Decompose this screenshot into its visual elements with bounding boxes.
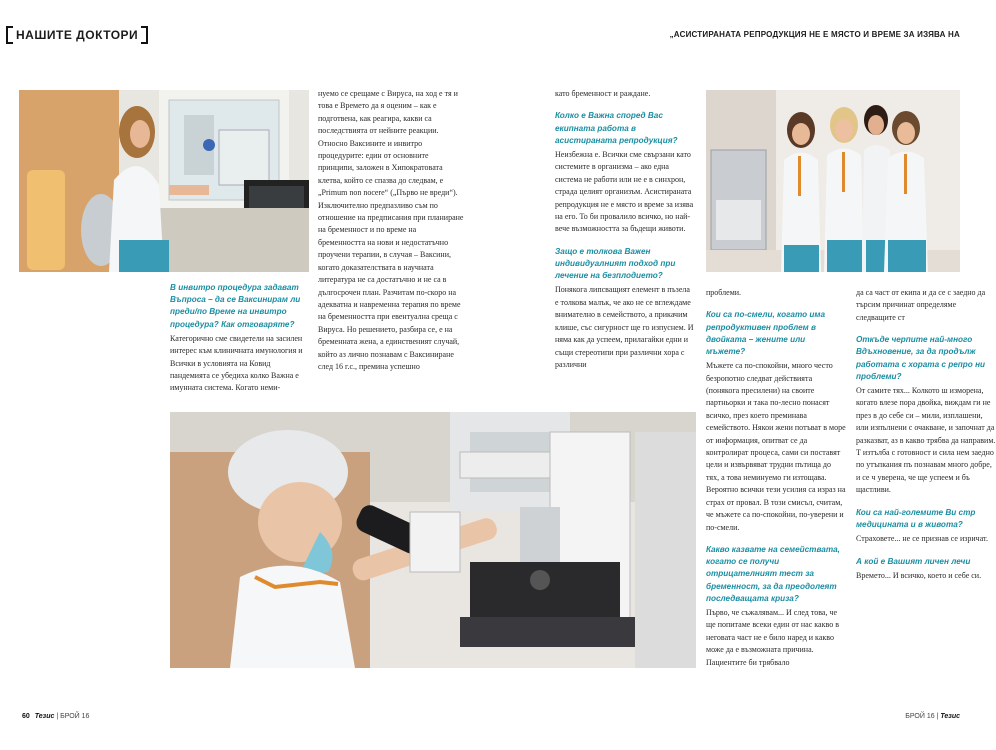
- answer-vaccination: Категорично сме свидетели на засилен интерес към клиничната имунология и Всички в условията на Ковид пандемията се убедиха колко Важна е имунната система. Когато неми-: [170, 333, 303, 393]
- question-vaccination: В инвитро процедура задават Въпроса – да се Ваксинирам ли преди/по Време на инвитро процедура? Как отговаряте?: [170, 283, 301, 329]
- answer-teamwork: Неизбежна е. Всички сме свързани като системите в организма – ако една система не работи или не е в синхрон, страда целият организъм. Асистираната репродукция не е място и време за изява на его. То би провалило всичко, но най-вече възможността за бъдещи животи.: [555, 150, 694, 234]
- page-number: 60: [22, 713, 30, 720]
- footer-right: [905, 713, 960, 720]
- column-2: [318, 88, 464, 373]
- col4-intro: проблеми.: [706, 288, 742, 297]
- column-1: [170, 282, 312, 395]
- issue-label-left: | БРОЙ 16: [56, 713, 90, 720]
- column-4: [706, 287, 846, 669]
- question-fears: Кои са най-големите Ви стр медицината и в живота?: [856, 507, 976, 529]
- col3-intro: като бременност и раждане.: [555, 89, 651, 98]
- answer-individual-approach: Понякога липсващият елемент в пъзела е толкова малък, че ако не се вглеждаме внимателно в семейството, а прикачим клише, със сигурност ще го изпуснем. И няма как да успеем, прилагайки едни и същи стереотипи при различни хора с различни: [555, 285, 694, 369]
- question-individual-approach: Защо е толкова Важен индивидуалният подход при лечение на безплодието?: [555, 246, 676, 281]
- section-title: [6, 27, 148, 43]
- col5-intro: да са част от екипа и да се с заедно да търсим причинат определяме следващите ст: [856, 288, 986, 322]
- footer-left: [22, 713, 89, 720]
- question-who-braver: Кои са по-смели, когато има репродуктивен проблем в двойката – жените или мъжете?: [706, 310, 826, 357]
- bracket-right-icon: [141, 26, 148, 44]
- issue-label-right: БРОЙ 16 |: [905, 713, 939, 720]
- answer-negative-test: Първо, че съжалявам... И след това, че ще попитаме всеки един от нас какво в неговата част не е било наред и какво може да е възможната причина. Пациентите би трябвало: [706, 607, 839, 667]
- column-5-clip: [856, 287, 996, 687]
- question-teamwork: Колко е Важна според Вас екипната работа в асистираната репродукция?: [555, 111, 678, 145]
- column-3: [555, 88, 695, 371]
- brand-logo-left: Тезис: [34, 713, 55, 720]
- answer-vaccination-continued: нуемо се срещаме с Вируса, на ход е тя и това е Времето да я оценим – как е подготвена, как реагира, какви са последствията от нейните реакции. Относно Ваксините и инвитро процедурите: един от основните принципи, заложен в Хипократовата клетва, който се спазва до следвам, е „Primum non nocere“ („Първо не вреди“). Изключително предпазливо съм по отношение на предписания при планиране на бременност и по време на бременността на нови и недостатъчно проучени терапии, в случая – Ваксини, когато доказателствата в научната литература не са достатъчно и не са в дългосрочен план. Разчитам по-скоро на адекватна и навременна терапия по време на бременността при евентуална среща с Вируса. Но решението, разбира се, е на бременната жена, а единственият случай, който аз лично познавам с Ваксиниране след 16 г.с., премина успешно: [318, 89, 464, 371]
- column-5: [856, 287, 996, 582]
- question-healer: А кой е Вашият личен лечи: [856, 556, 971, 566]
- photo-medical-team: [706, 90, 960, 272]
- photo-embryologist-bench: [19, 90, 309, 272]
- running-head: „АСИСТИРАНАТА РЕПРОДУКЦИЯ НЕ Е МЯСТО И ВРЕМЕ ЗА ИЗЯВА НА: [669, 30, 960, 39]
- section-title-text: НАШИТЕ ДОКТОРИ: [16, 28, 139, 42]
- answer-fears: Страховете... не се признав се изричат.: [856, 534, 988, 544]
- question-negative-test: Какво казвате на семействата, когато се получи отрицателният тест за бременност, за да преодолеят последващата криза?: [706, 544, 840, 603]
- bracket-left-icon: [6, 26, 13, 44]
- brand-logo-right: Тезис: [940, 713, 960, 720]
- photo-microscope-lab: [170, 412, 696, 668]
- answer-who-braver: Мъжете са по-спокойни, много често безропотно следват действията (понякога пресилени) на своите партньорки и така по-лесно понасят всичко, през което преминава семейството. Някои жени потъват в море от информация, опитват се да контролират процеса, сами си поставят цели и извървяват трудни пътища до тях, а това неминуемо ги изтощава. Вероятно всички тези усилия са израз на страх от провал. В този смисъл, считам, че мъжете са по-спокойни, по-уверени и по-смели.: [706, 361, 846, 532]
- answer-inspiration: От самите тях... Колкото ш изморена, когато влезе пора двойка, виждам ги не през в до себе си – мили, изплашени, или изпълнени с очакване, и започнат да разказват, аз в какво трябва да направим. Т изтълба с готовност и сила нем заедно по утъпкания пъ познавам много добре, и се ч уверена, че ще успеем и бъ щастливи.: [856, 386, 996, 495]
- answer-healer: Времето... И всичко, което и себе си.: [856, 570, 982, 580]
- question-inspiration: Откъде черпите най-много Вдъхновение, за да продълж работата с хората с репро ни проблеми?: [856, 335, 986, 381]
